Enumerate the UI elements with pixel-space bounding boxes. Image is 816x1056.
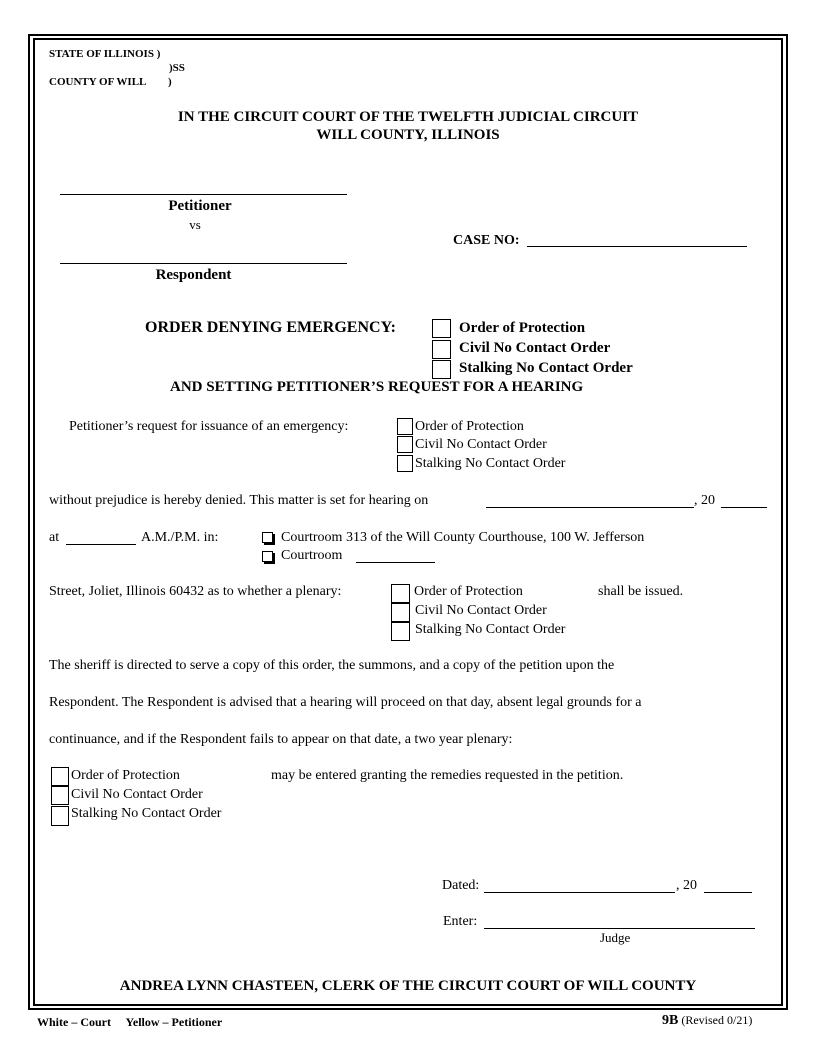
form-id: 9B: [662, 1013, 679, 1028]
case-no-line[interactable]: [527, 246, 747, 247]
street-text: Street, Joliet, Illinois 60432 as to whether a plenary:: [49, 584, 342, 599]
county-caption: COUNTY OF WILL: [49, 76, 147, 88]
plenary-option-op: Order of Protection: [414, 584, 523, 599]
remedies-checkbox-cnc[interactable]: [51, 786, 69, 805]
request-text: Petitioner’s request for issuance of an emergency:: [69, 419, 349, 434]
courtroom-number-line[interactable]: [356, 562, 435, 563]
title-checkbox-cnc[interactable]: [432, 340, 451, 359]
courtroom-other-checkbox[interactable]: [262, 551, 273, 562]
form-number: [662, 1013, 752, 1029]
remedies-checkbox-op[interactable]: [51, 767, 69, 786]
sheriff-line-3: continuance, and if the Respondent fails to appear on that date, a two year plenary:: [49, 732, 513, 747]
courtroom-313-text: Courtroom 313 of the Will County Courthouse, 100 W. Jefferson: [281, 530, 645, 545]
petitioner-label: Petitioner: [168, 198, 232, 214]
dated-line[interactable]: [484, 892, 675, 893]
copy-distribution: White – Court Yellow – Petitioner: [37, 1015, 223, 1029]
judge-signature-line[interactable]: [484, 928, 755, 929]
remedies-option-op: Order of Protection: [71, 768, 180, 783]
plenary-checkbox-snc[interactable]: [391, 622, 410, 641]
petitioner-name-line[interactable]: [60, 194, 347, 195]
enter-label: Enter:: [443, 914, 478, 929]
ss-caption: )SS: [169, 62, 185, 74]
denied-text: without prejudice is hereby denied. This matter is set for hearing on: [49, 493, 429, 508]
order-subtitle: AND SETTING PETITIONER’S REQUEST FOR A HEARING: [170, 379, 584, 395]
court-county: WILL COUNTY, ILLINOIS: [316, 127, 500, 143]
clerk-line: ANDREA LYNN CHASTEEN, CLERK OF THE CIRCUIT COURT OF WILL COUNTY: [119, 978, 697, 994]
request-option-cnc: Civil No Contact Order: [415, 437, 547, 452]
ampm-label: A.M./P.M. in:: [141, 530, 219, 545]
respondent-label: Respondent: [155, 267, 232, 283]
state-caption: STATE OF ILLINOIS ): [49, 48, 161, 60]
shall-issue-text: shall be issued.: [598, 584, 684, 599]
dated-year-prefix: , 20: [676, 878, 697, 893]
dated-year-line[interactable]: [704, 892, 752, 893]
courtroom-other-text: Courtroom: [281, 548, 343, 563]
vs-label: vs: [189, 217, 201, 232]
title-checkbox-snc[interactable]: [432, 360, 451, 379]
plenary-option-snc: Stalking No Contact Order: [415, 622, 566, 637]
dated-label: Dated:: [442, 878, 480, 893]
hearing-year-prefix: , 20: [694, 493, 715, 508]
county-paren: ): [168, 76, 172, 88]
request-checkbox-snc[interactable]: [397, 455, 413, 472]
inner-border: [33, 38, 783, 1006]
sheriff-line-1: The sheriff is directed to serve a copy of this order, the summons, and a copy of the petition upon the: [49, 658, 615, 673]
remedies-option-snc: Stalking No Contact Order: [71, 806, 222, 821]
respondent-name-line[interactable]: [60, 263, 347, 264]
request-option-op: Order of Protection: [415, 419, 524, 434]
title-option-cnc: Civil No Contact Order: [459, 340, 611, 356]
hearing-date-line[interactable]: [486, 507, 694, 508]
plenary-checkbox-op[interactable]: [391, 584, 410, 603]
title-checkbox-op[interactable]: [432, 319, 451, 338]
hearing-year-line[interactable]: [721, 507, 767, 508]
sheriff-line-2: Respondent. The Respondent is advised that a hearing will proceed on that day, absent legal grounds for a: [49, 695, 642, 710]
request-checkbox-op[interactable]: [397, 418, 413, 435]
hearing-time-line[interactable]: [66, 544, 136, 545]
at-label: at: [49, 530, 60, 545]
remedies-checkbox-snc[interactable]: [51, 806, 69, 826]
court-heading: IN THE CIRCUIT COURT OF THE TWELFTH JUDICIAL CIRCUIT: [177, 109, 639, 125]
judge-label: Judge: [600, 930, 631, 945]
request-checkbox-cnc[interactable]: [397, 436, 413, 453]
remedies-text: may be entered granting the remedies requested in the petition.: [271, 768, 624, 783]
order-title: ORDER DENYING EMERGENCY:: [145, 319, 396, 336]
case-no-label: CASE NO:: [453, 233, 520, 248]
title-option-snc: Stalking No Contact Order: [459, 360, 633, 376]
plenary-option-cnc: Civil No Contact Order: [415, 603, 547, 618]
title-option-op: Order of Protection: [459, 320, 586, 336]
revision-date: (Revised 0/21): [681, 1013, 753, 1027]
plenary-checkbox-cnc[interactable]: [391, 603, 410, 622]
request-option-snc: Stalking No Contact Order: [415, 456, 566, 471]
courtroom-313-checkbox[interactable]: [262, 532, 273, 543]
remedies-option-cnc: Civil No Contact Order: [71, 787, 203, 802]
